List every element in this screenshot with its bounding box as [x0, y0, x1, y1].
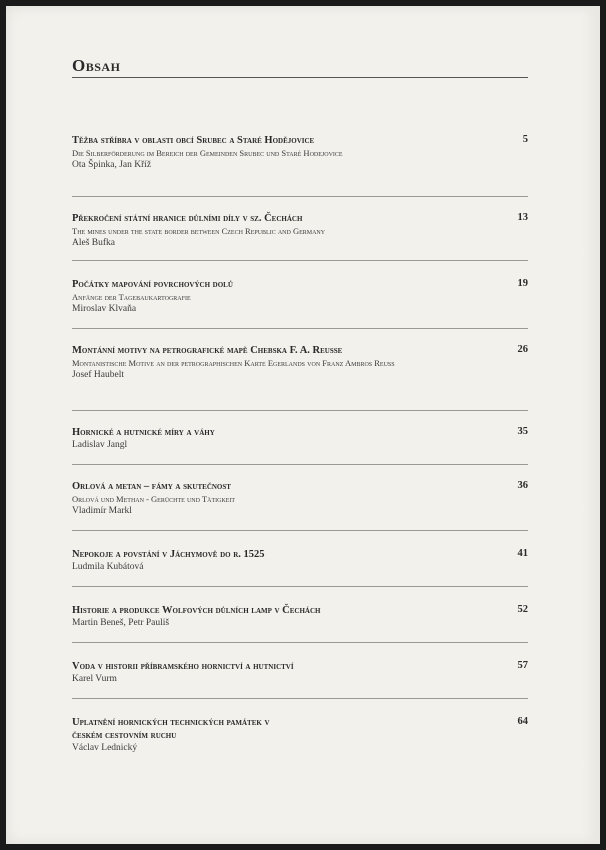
separator: [72, 642, 528, 643]
entry-page-number: 26: [517, 344, 528, 355]
separator: [72, 464, 528, 465]
heading-rule: [72, 77, 528, 78]
separator: [72, 260, 528, 261]
entry-authors: Vladimír Markl: [72, 506, 132, 516]
page: [6, 6, 600, 844]
toc-entry: [72, 278, 528, 316]
entry-authors: Josef Haubelt: [72, 370, 124, 380]
entry-authors: Václav Lednický: [72, 743, 138, 753]
entry-page-number: 19: [517, 278, 528, 289]
separator: [72, 410, 528, 411]
entry-page-number: 57: [517, 660, 528, 671]
entry-title: Hornické a hutnické míry a váhy: [72, 427, 215, 438]
entry-authors: Karel Vurm: [72, 674, 117, 684]
separator: [72, 698, 528, 699]
entry-authors: Martin Beneš, Petr Pauliš: [72, 618, 170, 628]
entry-title: Uplatnění hornických technických památek v českém cestovním ruchu: [72, 717, 270, 741]
toc-entry: [72, 426, 528, 452]
entry-authors: Miroslav Klvaňa: [72, 304, 137, 314]
entry-subtitle: Die Silberförderung im Bereich der Gemeinden Srubec und Staré Hodejovice: [72, 148, 343, 158]
entry-title: Orlová a metan – fámy a skutečnost: [72, 481, 231, 492]
entry-page-number: 36: [517, 480, 528, 491]
entry-title: Těžba stříbra v oblasti obcí Srubec a Staré Hodějovice: [72, 135, 315, 146]
entry-title: Montánní motivy na petrografické mapě Chebska F. A. Reusse: [72, 345, 343, 356]
entry-subtitle: Anfänge der Tagebaukartografie: [72, 292, 191, 302]
entry-title: Voda v historii příbramského hornictví a hutnictví: [72, 661, 294, 672]
toc-entry: [72, 604, 528, 630]
entry-authors: Aleš Bufka: [72, 238, 116, 248]
toc-entry: [72, 480, 528, 518]
separator: [72, 328, 528, 329]
entry-title: Překročení státní hranice důlními díly v sz. Čechách: [72, 213, 303, 224]
entry-title: Nepokoje a povstání v Jáchymově do r. 1525: [72, 549, 265, 560]
entry-subtitle: Orlová und Methan - Gerüchte und Tätigkeit: [72, 494, 236, 504]
entry-page-number: 64: [517, 716, 528, 727]
separator: [72, 196, 528, 197]
toc-entry: [72, 548, 528, 574]
toc-entry: [72, 212, 528, 250]
entry-authors: Ota Špinka, Jan Kříž: [72, 160, 152, 170]
separator: [72, 586, 528, 587]
entry-page-number: 41: [517, 548, 528, 559]
entry-authors: Ladislav Jangl: [72, 440, 128, 450]
toc-entry: [72, 716, 528, 755]
separator: [72, 530, 528, 531]
toc-entry: [72, 134, 528, 172]
entry-page-number: 52: [517, 604, 528, 615]
entry-page-number: 13: [517, 212, 528, 223]
entry-authors: Ludmila Kubátová: [72, 562, 144, 572]
entry-subtitle: The mines under the state border between Czech Republic and Germany: [72, 226, 326, 236]
toc-entry: [72, 660, 528, 686]
entry-page-number: 5: [522, 134, 528, 145]
entry-page-number: 35: [517, 426, 528, 437]
entry-subtitle: Montanistische Motive an der petrographischen Karte Egerlands von Franz Ambros Reuss: [72, 358, 395, 368]
entry-title: Historie a produkce Wolfových důlních lamp v Čechách: [72, 605, 321, 616]
entry-title: Počátky mapování povrchových dolů: [72, 279, 233, 290]
toc-entry: [72, 344, 528, 382]
page-heading: Obsah: [72, 56, 121, 75]
